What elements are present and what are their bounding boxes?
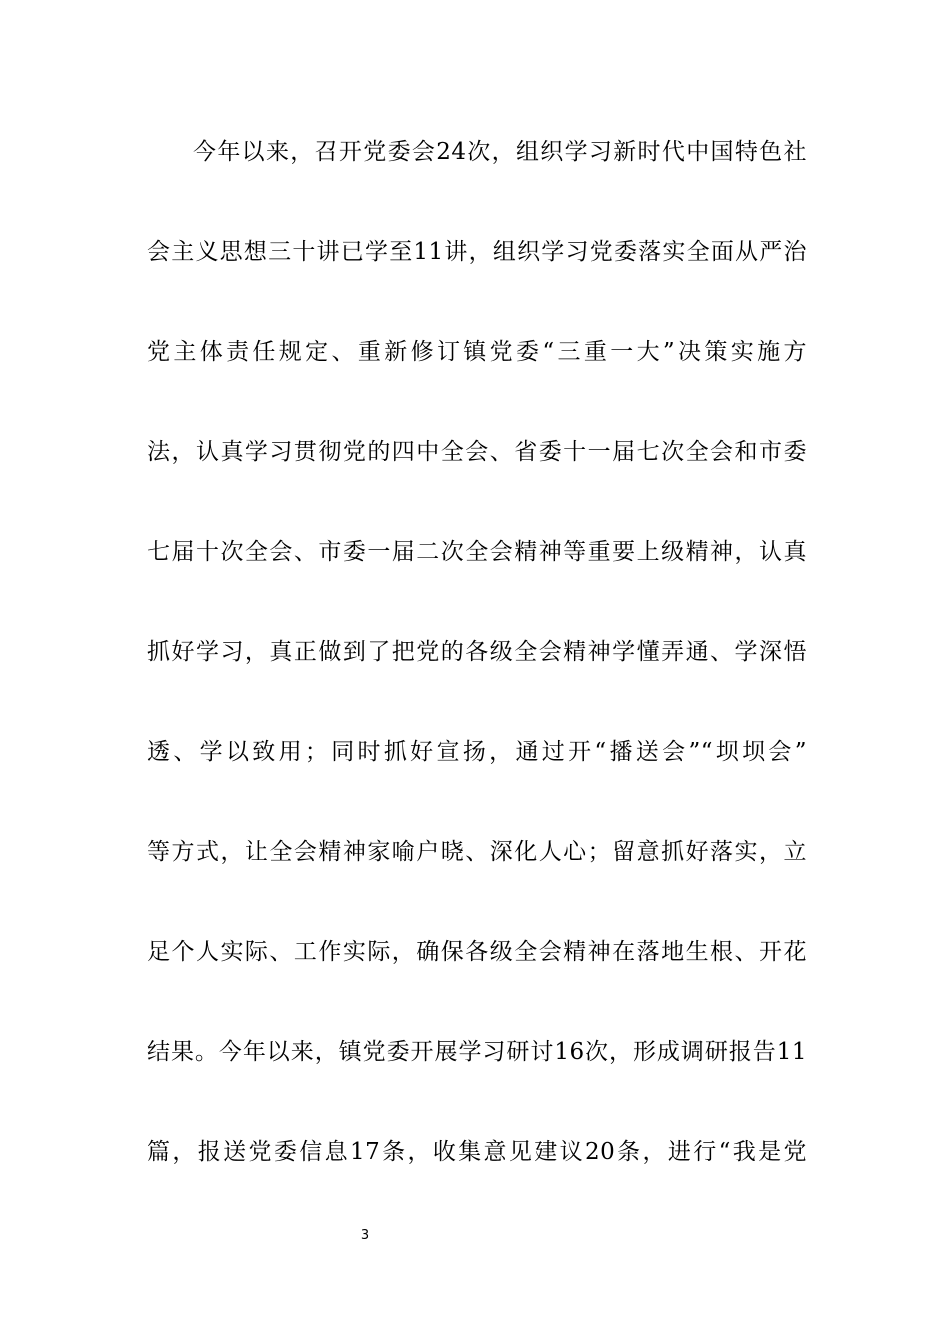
page-number: 3	[360, 1228, 370, 1243]
paragraph-line-1: 今年以来，召开党委会24次，组织学习新时代中国特色社	[193, 139, 807, 165]
body-paragraph	[147, 128, 807, 1228]
paragraph-line-6: 抓好学习，真正做到了把党的各级全会精神学懂弄通、学深悟	[147, 639, 807, 665]
paragraph-line-3: 党主体责任规定、重新修订镇党委“三重一大”决策实施方	[147, 339, 807, 365]
paragraph-line-8: 等方式，让全会精神家喻户晓、深化人心；留意抓好落实，立	[147, 839, 807, 865]
paragraph-line-5: 七届十次全会、市委一届二次全会精神等重要上级精神，认真	[147, 539, 807, 565]
paragraph-line-4: 法，认真学习贯彻党的四中全会、省委十一届七次全会和市委	[147, 439, 807, 465]
paragraph-line-2: 会主义思想三十讲已学至11讲，组织学习党委落实全面从严治	[147, 239, 807, 265]
paragraph-line-10: 结果。今年以来，镇党委开展学习研讨16次，形成调研报告11	[147, 1039, 807, 1065]
paragraph-line-7: 透、学以致用；同时抓好宣扬，通过开“播送会”“坝坝会”	[147, 739, 807, 765]
paragraph-line-11: 篇，报送党委信息17条，收集意见建议20条，进行“我是党	[147, 1139, 807, 1165]
paragraph-line-9: 足个人实际、工作实际，确保各级全会精神在落地生根、开花	[147, 939, 807, 965]
